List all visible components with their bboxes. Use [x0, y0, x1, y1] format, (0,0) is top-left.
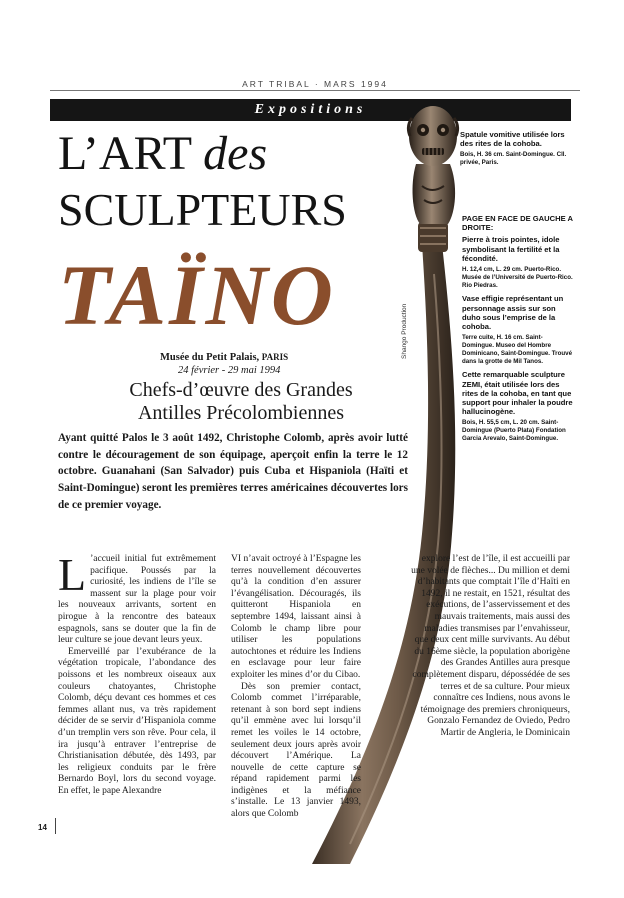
running-head: ART TRIBAL · MARS 1994 — [242, 79, 388, 89]
subtitle-line-1: Chefs-d’œuvre des Grandes — [129, 379, 353, 401]
title-line-2: SCULPTEURS — [58, 184, 347, 235]
title-line-1 — [58, 128, 267, 180]
venue-city: PARIS — [261, 352, 289, 362]
caption-details: Bois, H. 36 cm. Saint-Domingue. Cll. privée, Paris. — [460, 151, 567, 167]
caption-title: Cette remarquable sculpture ZEMI, était utilisée lors des rites de la cohoba, en tant que support pour inhaler la poudre hallucinogène. — [462, 370, 573, 417]
body-column-3 — [410, 554, 570, 740]
lede-paragraph: Ayant quitté Palos le 3 août 1492, Christophe Colomb, après avoir lutté contre le découragement de son équipage, aperçoit enfin la terre le 12 octobre. Guanahani (San Salvador) puis Cuba et Hispaniola (Haïti et Saint-Domingue) seront les premières terres américaines découvertes lors de ce premier voyage. — [58, 432, 408, 511]
venue-name: Musée du Petit Palais, — [160, 352, 260, 363]
subtitle — [66, 379, 416, 425]
caption-spatula — [460, 130, 572, 167]
caption-details: Bois, H. 55,5 cm, L. 20 cm. Saint-Domingue (Puerto Plata) Fondation Garcia Arevalo, Saint-Domingue. — [462, 419, 566, 443]
title-line-1-b: des — [203, 127, 268, 180]
caption-title: Spatule vomitive utilisée lors des rites de la cohoba. — [460, 130, 565, 149]
caption-title: Pierre à trois pointes, idole symbolisant la fertilité et la fécondité. — [462, 235, 560, 263]
body-paragraph: explore l’est de l’île, il est accueilli par une volée de flèches... Du million et demi d’habitants que comptait l’île d’Haïti en 1492, il ne restait, en 1521, résultat des exécutions, de l’asservissement et des mauvais traitements, mais aussi des maladies transmises par l’envahisseur, que deux cent mille survivants. Au début du 16ème siècle, la population aborigène des Grandes Antilles aura presque complètement disparu, dépossédée de ses terres et de sa culture. Pour mieux connaître ces Indiens, nous avons le témoignage des premiers chroniqueurs, Gonzalo Fernandez de Oviedo, Pedro Martir de Angleria, le Dominicain — [411, 554, 570, 738]
exhibition-dates: 24 février - 29 mai 1994 — [178, 365, 281, 376]
section-banner: Expositions — [50, 99, 571, 121]
title-line-3: TAÏNO — [58, 247, 336, 343]
page-number: 14 — [38, 823, 47, 832]
body-column-1 — [58, 549, 216, 797]
caption-details: Terre cuite, H. 16 cm. Saint-Domingue. Museo del Hombre Dominicano, Saint-Domingue. Trouvé dans la grotte de Mil Tanos. — [462, 334, 573, 365]
caption-details: H. 12,4 cm, L. 29 cm. Puerto-Rico. Musée de l’Université de Puerto-Rico. Rio Piedras. — [462, 266, 573, 289]
caption-facing-page — [462, 214, 574, 443]
drop-cap: L — [58, 549, 87, 600]
title-line-1-a: L’ART — [58, 127, 192, 180]
caption-heading: PAGE EN FACE DE GAUCHE A DROITE: — [462, 214, 573, 233]
body-paragraph: Dès son premier contact, Colomb commet l’irréparable, retenant à son bord sept indiens qu’il emmène avec lui lorsqu’il remet les voiles le 14 octobre, seulement deux jours après avoir découvert l’Amérique. La nouvelle de cette capture se répand rapidement parmi les indigènes et la méfiance s’installe. Le 13 janvier 1493, alors que Colomb — [231, 681, 361, 820]
folio-rule — [55, 818, 56, 834]
body-paragraph: ’accueil initial fut extrêmement pacifique. Poussés par la curiosité, les indiens de l’île se massent sur la plage pour voir les nouveaux arrivants, sortent en pirogue à la rencontre des bateaux espagnols, sans se douter que la fin de leur culture se joue devant leurs yeux. — [58, 554, 216, 646]
body-paragraph: Emerveillé par l’exubérance de la végétation tropicale, l’abondance des poissons et les nombreux oiseaux aux couleurs chatoyantes, Christophe Colomb, déçu devant ces hommes et ces femmes allant nus, va très rapidement décider de se servir d’Hispaniola comme d’un tremplin vers son rêve. Pour cela, il ira jusqu’à entraver l’entreprise de Christianisation débutée, dès 1493, par les religieux conduits par le frère Bernardo Boyl, lors du second voyage. En effet, le pape Alexandre — [58, 646, 216, 796]
subtitle-line-2: Antilles Précolombiennes — [137, 402, 345, 424]
photo-credit: Shango Production — [401, 303, 408, 359]
body-paragraph: VI n’avait octroyé à l’Espagne les terres nouvellement découvertes qu’à la condition d’en assurer l’évangélisation. Découragés, ils quitteront Hispaniola en septembre 1494, laissant ainsi à Colomb le champ libre pour utiliser les populations autochtones et réduire les Indiens en esclavage pour leur faire exploiter les mines d’or du Cibao. — [231, 554, 361, 680]
magazine-page — [38, 74, 580, 864]
caption-title: Vase effigie représentant un personnage assis sur son duho sous l’emprise de la cohoba. — [462, 294, 564, 332]
body-column-2 — [231, 554, 361, 821]
venue — [160, 352, 288, 363]
